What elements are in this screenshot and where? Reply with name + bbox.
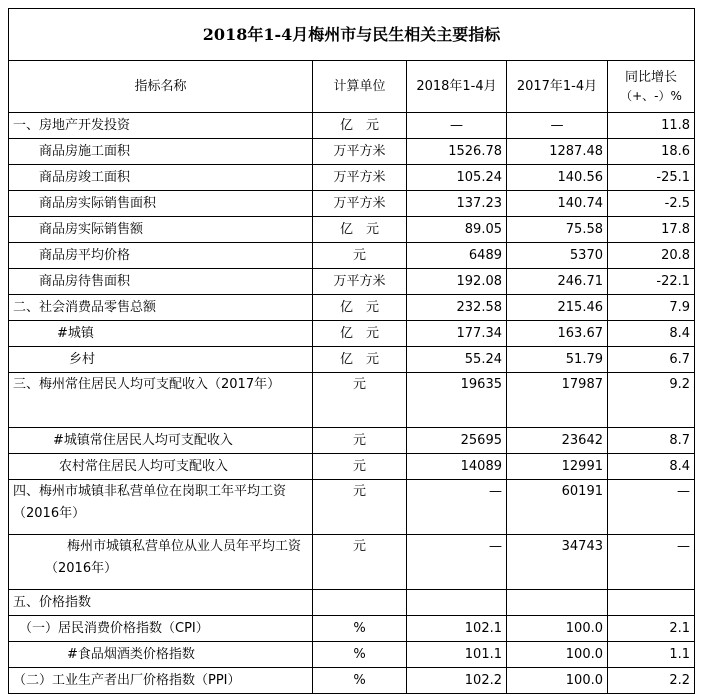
row-2017: 215.46 <box>507 295 608 321</box>
row-growth: 11.8 <box>608 113 695 139</box>
row-2018: 177.34 <box>407 321 507 347</box>
row-unit: 万平方米 <box>313 269 407 295</box>
row-growth: 6.7 <box>608 347 695 373</box>
header-2018: 2018年1-4月 <box>407 61 507 113</box>
row-2018: — <box>407 535 507 590</box>
row-2018: 25695 <box>407 428 507 454</box>
header-unit: 计算单位 <box>313 61 407 113</box>
row-name: 商品房平均价格 <box>9 243 313 269</box>
row-2018 <box>407 590 507 616</box>
row-growth: 20.8 <box>608 243 695 269</box>
row-name: 四、梅州市城镇非私营单位在岗职工年平均工资（2016年） <box>9 480 313 535</box>
row-name: #城镇 <box>9 321 313 347</box>
header-row <box>9 61 695 113</box>
row-growth: 9.2 <box>608 373 695 428</box>
table-row <box>9 642 695 668</box>
row-unit: % <box>313 616 407 642</box>
table-row <box>9 243 695 269</box>
table-row <box>9 191 695 217</box>
row-2018: 192.08 <box>407 269 507 295</box>
row-2017: 60191 <box>507 480 608 535</box>
row-2018: 232.58 <box>407 295 507 321</box>
row-growth: 18.6 <box>608 139 695 165</box>
row-name: 商品房实际销售面积 <box>9 191 313 217</box>
row-2017: 17987 <box>507 373 608 428</box>
row-2017: 1287.48 <box>507 139 608 165</box>
row-2018: — <box>407 113 507 139</box>
row-growth: 8.4 <box>608 321 695 347</box>
row-name: 乡村 <box>9 347 313 373</box>
row-growth: — <box>608 480 695 535</box>
title-row <box>9 9 695 61</box>
row-2017: 163.67 <box>507 321 608 347</box>
row-growth: 8.4 <box>608 454 695 480</box>
header-growth-line1: 同比增长 <box>625 69 678 85</box>
row-unit: 亿 元 <box>313 217 407 243</box>
table-row <box>9 165 695 191</box>
row-unit: 亿 元 <box>313 113 407 139</box>
row-unit: 元 <box>313 535 407 590</box>
row-2017: — <box>507 113 608 139</box>
row-2018: — <box>407 480 507 535</box>
row-2017: 100.0 <box>507 668 608 694</box>
row-growth: 7.9 <box>608 295 695 321</box>
row-growth: 8.7 <box>608 428 695 454</box>
row-name: 商品房竣工面积 <box>9 165 313 191</box>
row-2017: 100.0 <box>507 616 608 642</box>
row-unit: % <box>313 642 407 668</box>
table-row <box>9 217 695 243</box>
row-2017: 75.58 <box>507 217 608 243</box>
row-2017 <box>507 590 608 616</box>
table-row <box>9 373 695 428</box>
row-2017: 51.79 <box>507 347 608 373</box>
header-growth-line2: （+、-）% <box>620 88 682 103</box>
row-2018: 55.24 <box>407 347 507 373</box>
table-row <box>9 668 695 694</box>
row-name: 商品房待售面积 <box>9 269 313 295</box>
row-growth: — <box>608 535 695 590</box>
table-row <box>9 616 695 642</box>
row-2017: 23642 <box>507 428 608 454</box>
row-unit: % <box>313 668 407 694</box>
row-2017: 5370 <box>507 243 608 269</box>
row-unit: 亿 元 <box>313 295 407 321</box>
row-growth: 1.1 <box>608 642 695 668</box>
row-2018: 137.23 <box>407 191 507 217</box>
table-row <box>9 480 695 535</box>
row-unit: 元 <box>313 454 407 480</box>
row-2018: 19635 <box>407 373 507 428</box>
table-row <box>9 113 695 139</box>
table-row <box>9 347 695 373</box>
row-2018: 102.1 <box>407 616 507 642</box>
row-name: （二）工业生产者出厂价格指数（PPI） <box>9 668 313 694</box>
row-growth: -25.1 <box>608 165 695 191</box>
row-2018: 6489 <box>407 243 507 269</box>
row-2018: 102.2 <box>407 668 507 694</box>
row-growth: -22.1 <box>608 269 695 295</box>
row-name: 梅州市城镇私营单位从业人员年平均工资（2016年） <box>9 535 313 590</box>
header-2017: 2017年1-4月 <box>507 61 608 113</box>
row-growth: 2.1 <box>608 616 695 642</box>
row-unit <box>313 590 407 616</box>
row-unit: 元 <box>313 243 407 269</box>
row-2018: 101.1 <box>407 642 507 668</box>
row-unit: 元 <box>313 428 407 454</box>
row-2018: 105.24 <box>407 165 507 191</box>
row-growth: 17.8 <box>608 217 695 243</box>
indicators-table <box>8 8 695 694</box>
row-unit: 元 <box>313 373 407 428</box>
table-row <box>9 139 695 165</box>
row-name: 一、房地产开发投资 <box>9 113 313 139</box>
row-name: 商品房实际销售额 <box>9 217 313 243</box>
row-unit: 元 <box>313 480 407 535</box>
row-2018: 89.05 <box>407 217 507 243</box>
table-row <box>9 428 695 454</box>
row-2017: 246.71 <box>507 269 608 295</box>
header-name: 指标名称 <box>9 61 313 113</box>
table-row <box>9 295 695 321</box>
table-row <box>9 590 695 616</box>
row-name: 三、梅州常住居民人均可支配收入（2017年） <box>9 373 313 428</box>
table-row <box>9 321 695 347</box>
row-name: （一）居民消费价格指数（CPI） <box>9 616 313 642</box>
row-growth: 2.2 <box>608 668 695 694</box>
row-name: 五、价格指数 <box>9 590 313 616</box>
table-row <box>9 535 695 590</box>
row-2017: 100.0 <box>507 642 608 668</box>
row-2017: 140.56 <box>507 165 608 191</box>
row-2018: 14089 <box>407 454 507 480</box>
row-growth <box>608 590 695 616</box>
row-unit: 万平方米 <box>313 165 407 191</box>
row-2017: 34743 <box>507 535 608 590</box>
table-row <box>9 454 695 480</box>
table-title: 2018年1-4月梅州市与民生相关主要指标 <box>9 9 695 61</box>
row-unit: 亿 元 <box>313 347 407 373</box>
row-name: 商品房施工面积 <box>9 139 313 165</box>
header-growth <box>608 61 695 113</box>
row-name: #食品烟酒类价格指数 <box>9 642 313 668</box>
row-unit: 万平方米 <box>313 139 407 165</box>
row-growth: -2.5 <box>608 191 695 217</box>
row-unit: 亿 元 <box>313 321 407 347</box>
row-2017: 12991 <box>507 454 608 480</box>
table-row <box>9 269 695 295</box>
row-name: 二、社会消费品零售总额 <box>9 295 313 321</box>
row-2017: 140.74 <box>507 191 608 217</box>
row-unit: 万平方米 <box>313 191 407 217</box>
row-2018: 1526.78 <box>407 139 507 165</box>
row-name: #城镇常住居民人均可支配收入 <box>9 428 313 454</box>
row-name: 农村常住居民人均可支配收入 <box>9 454 313 480</box>
